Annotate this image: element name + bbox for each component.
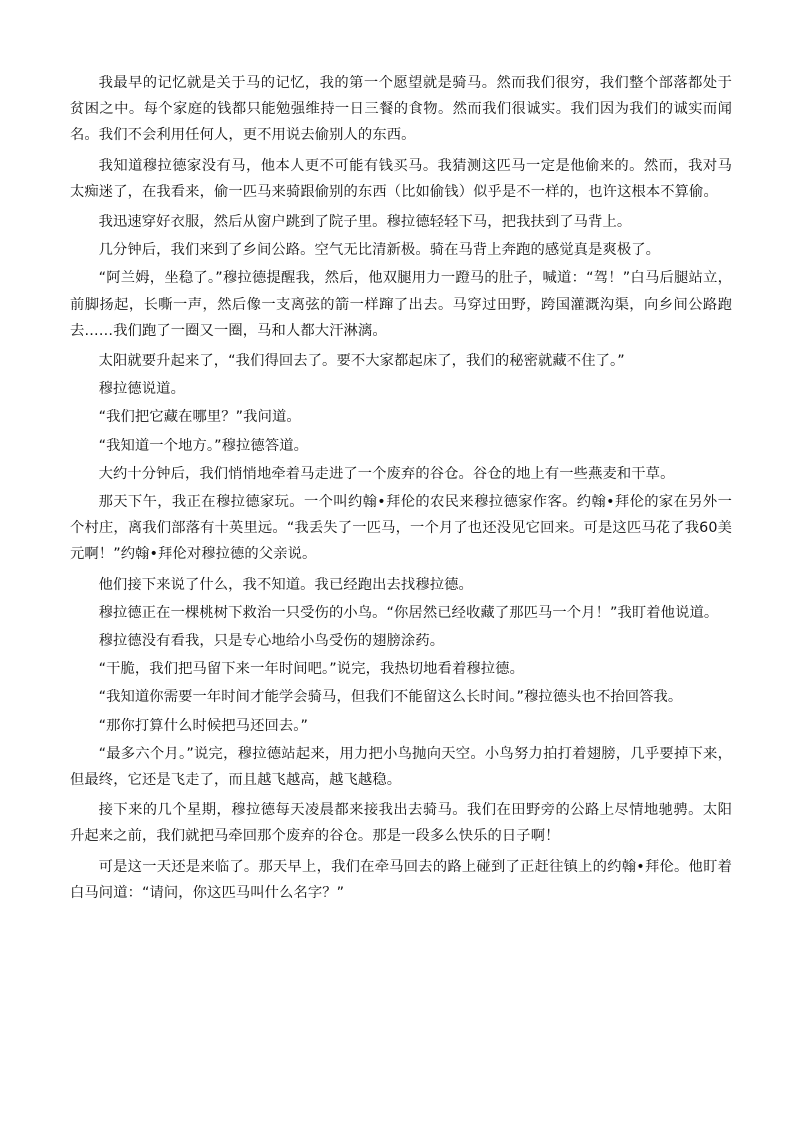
paragraph-18: “最多六个月。”说完，穆拉德站起来，用力把小鸟抛向天空。小鸟努力拍打着翅膀，几乎要掉下来，但最终，它还是飞走了，而且越飞越高，越飞越稳。 <box>70 745 732 789</box>
paragraph-2: 我知道穆拉德家没有马，他本人更不可能有钱买马。我猜测这匹马一定是他偷来的。然而，我对马太痴迷了，在我看来，偷一匹马来骑跟偷别的东西（比如偷钱）似乎是不一样的，也许这根本不算偷。 <box>70 157 732 200</box>
paragraph-16: “我知道你需要一年时间才能学会骑马，但我们不能留这么长时间。”穆拉德头也不抬回答我。 <box>98 689 683 706</box>
paragraph-13: 穆拉德正在一棵桃树下救治一只受伤的小鸟。“你居然已经收藏了那匹马一个月！”我盯着他说道。 <box>98 604 719 621</box>
paragraph-14: 穆拉德没有看我，只是专心地给小鸟受伤的翅膀涂药。 <box>98 633 445 650</box>
paragraph-3: 我迅速穿好衣服，然后从窗户跳到了院子里。穆拉德轻轻下马，把我扶到了马背上。 <box>98 214 632 231</box>
paragraph-5: “阿兰姆，坐稳了。”穆拉德提醒我，然后，他双腿用力一蹬马的肚子，喊道：“驾！”白马后腿站立，前脚扬起，长嘶一声，然后像一支离弦的箭一样蹿了出去。马穿过田野，跨国灌溉沟渠，向乡间公路跑去……我们跑了一圈又一圈，马和人都大汗淋漓。 <box>70 270 732 339</box>
paragraph-11: 那天下午，我正在穆拉德家玩。一个叫约翰•拜伦的农民来穆拉德家作客。约翰•拜伦的家在另外一个村庄，离我们部落有十英里远。“我丢失了一匹马，一个月了也还没见它回来。可是这匹马花了我60美元啊！”约翰•拜伦对穆拉德的父亲说。 <box>70 494 732 563</box>
paragraph-6: 太阳就要升起来了，“我们得回去了。要不大家都起床了，我们的秘密就藏不住了。” <box>98 353 625 370</box>
paragraph-12: 他们接下来说了什么，我不知道。我已经跑出去找穆拉德。 <box>98 576 473 593</box>
paragraph-20: 可是这一天还是来临了。那天早上，我们在牵马回去的路上碰到了正赶往镇上的约翰•拜伦。他盯着白马问道：“请问，你这匹马叫什么名字？” <box>70 858 732 901</box>
paragraph-8: “我们把它藏在哪里？”我问道。 <box>98 409 301 426</box>
paragraph-4: 几分钟后，我们来到了乡间公路。空气无比清新极。骑在马背上奔跑的感觉真是爽极了。 <box>98 242 661 259</box>
paragraph-15: “干脆，我们把马留下来一年时间吧。”说完，我热切地看着穆拉德。 <box>98 661 524 678</box>
paragraph-1: 我最早的记忆就是关于马的记忆，我的第一个愿望就是骑马。然而我们很穷，我们整个部落都处于贫困之中。每个家庭的钱都只能勉强维持一日三餐的食物。然而我们很诚实。我们因为我们的诚实而闻名。我们不会利用任何人，更不用说去偷别人的东西。 <box>70 75 732 144</box>
paragraph-17: “那你打算什么时候把马还回去。” <box>98 717 309 734</box>
paragraph-7: 穆拉德说道。 <box>98 381 185 398</box>
paragraph-10: 大约十分钟后，我们悄悄地牵着马走进了一个废弃的谷仓。谷仓的地上有一些燕麦和干草。 <box>98 465 675 482</box>
document-body <box>70 70 732 910</box>
paragraph-19: 接下来的几个星期，穆拉德每天凌晨都来接我出去骑马。我们在田野旁的公路上尽情地驰骋。太阳升起来之前，我们就把马牵回那个废弃的谷仓。那是一段多么快乐的日子啊！ <box>70 802 732 845</box>
paragraph-9: “我知道一个地方。”穆拉德答道。 <box>98 437 309 454</box>
